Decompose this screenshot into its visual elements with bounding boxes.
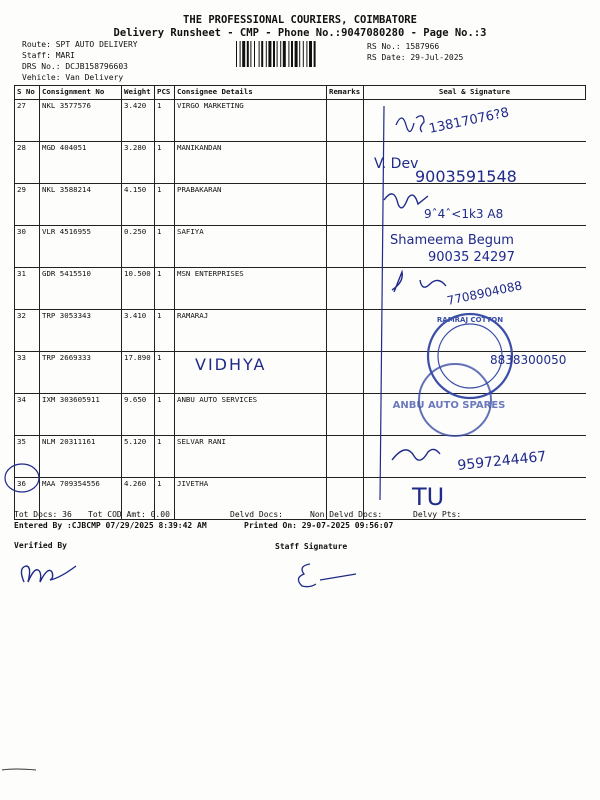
cell-signature xyxy=(364,184,586,226)
cell-weight: 4.260 xyxy=(122,478,155,520)
pen-stroke-mark xyxy=(0,760,40,780)
cell-signature xyxy=(364,226,586,268)
cell-weight: 0.250 xyxy=(122,226,155,268)
handwriting-row27: 13817076?8 xyxy=(427,105,511,137)
col-consignee: Consignee Details xyxy=(175,86,327,100)
seal-top-text: RAMRAJ COTTON xyxy=(436,316,504,324)
cell-remarks xyxy=(327,310,364,352)
cell-signature xyxy=(364,100,586,142)
cell-signature xyxy=(364,142,586,184)
cell-pcs: 1 xyxy=(155,100,175,142)
drs-number: DRS No.: DCJB158796603 xyxy=(22,62,128,71)
cell-consignee: SELVAR RANI xyxy=(175,436,327,478)
verified-by-label: Verified By xyxy=(14,541,67,550)
route-label: Route: SPT AUTO DELIVERY xyxy=(22,40,138,49)
cell-remarks xyxy=(327,268,364,310)
cell-weight: 3.280 xyxy=(122,142,155,184)
cell-signature xyxy=(364,310,586,352)
table-row xyxy=(15,100,586,142)
runsheet-title: Delivery Runsheet - CMP - Phone No.:9047080280 - Page No.:3 xyxy=(113,27,487,39)
handwriting-row33-phone: 8838300050 xyxy=(490,353,567,367)
cell-pcs: 1 xyxy=(155,268,175,310)
cell-consignee: ANBU AUTO SERVICES xyxy=(175,394,327,436)
handwriting-row35-phone: 9597244467 xyxy=(456,448,548,474)
col-consignment: Consignment No xyxy=(40,86,122,100)
cell-consignment: TRP 3053343 xyxy=(40,310,122,352)
cell-consignee: RAMARAJ xyxy=(175,310,327,352)
table-row xyxy=(15,352,586,394)
cell-pcs: 1 xyxy=(155,310,175,352)
cell-remarks xyxy=(327,436,364,478)
cell-weight: 3.420 xyxy=(122,100,155,142)
cell-consignee: JIVETHA xyxy=(175,478,327,520)
handwriting-row28-name: V. Dev xyxy=(374,156,419,172)
cell-weight: 10.500 xyxy=(122,268,155,310)
cell-sno: 27 xyxy=(15,100,40,142)
cell-sno: 29 xyxy=(15,184,40,226)
cell-sno: 31 xyxy=(15,268,40,310)
verified-signature xyxy=(14,552,94,592)
cell-weight: 3.410 xyxy=(122,310,155,352)
cell-weight: 9.650 xyxy=(122,394,155,436)
handwriting-row31: 7708904088 xyxy=(445,278,524,308)
cell-consignment: IXM 303605911 xyxy=(40,394,122,436)
handwriting-row30-phone: 90035 24297 xyxy=(428,250,515,265)
cell-weight: 5.120 xyxy=(122,436,155,478)
table-row xyxy=(15,394,586,436)
handwriting-row30-name: Shameema Begum xyxy=(390,233,514,248)
cell-consignment: NLM 20311161 xyxy=(40,436,122,478)
cell-consignment: NKL 3577576 xyxy=(40,100,122,142)
cell-remarks xyxy=(327,394,364,436)
cell-consignment: VLR 4516955 xyxy=(40,226,122,268)
cell-consignee: PRABAKARAN xyxy=(175,184,327,226)
cell-sno: 33 xyxy=(15,352,40,394)
cell-consignee: SAFIYA xyxy=(175,226,327,268)
table-row xyxy=(15,310,586,352)
cell-pcs: 1 xyxy=(155,436,175,478)
handwriting-row36: TU xyxy=(412,483,445,511)
table-row xyxy=(15,142,586,184)
cell-weight: 17.890 xyxy=(122,352,155,394)
printed-on: Printed On: 29-07-2025 09:56:07 xyxy=(244,521,394,530)
cell-consignment: MAA 709354556 xyxy=(40,478,122,520)
delivery-points: Delvy Pts: xyxy=(413,510,462,519)
cell-signature xyxy=(364,352,586,394)
table-row xyxy=(15,184,586,226)
table-row xyxy=(15,226,586,268)
handwriting-row33-consignee: VIDHYA xyxy=(195,355,267,374)
staff-signature xyxy=(290,558,360,590)
cell-signature xyxy=(364,268,586,310)
cell-consignee: VIRGO MARKETING xyxy=(175,100,327,142)
cell-consignment: MGD 404051 xyxy=(40,142,122,184)
rs-number: RS No.: 1587966 xyxy=(367,42,440,51)
cell-sno: 35 xyxy=(15,436,40,478)
delivered-docs: Delvd Docs: xyxy=(230,510,283,519)
cell-sno: 30 xyxy=(15,226,40,268)
cell-remarks xyxy=(327,184,364,226)
col-sno: S No xyxy=(15,86,40,100)
cell-remarks xyxy=(327,142,364,184)
entered-by: Entered By :CJBCMP 07/29/2025 8:39:42 AM xyxy=(14,521,207,530)
non-delivered-docs: Non Delvd Docs: xyxy=(310,510,383,519)
cell-sno: 36 xyxy=(15,478,40,520)
company-name: THE PROFESSIONAL COURIERS, COIMBATORE xyxy=(183,14,417,26)
table-row xyxy=(15,436,586,478)
cell-pcs: 1 xyxy=(155,142,175,184)
cell-remarks xyxy=(327,100,364,142)
cell-remarks xyxy=(327,352,364,394)
cell-signature xyxy=(364,394,586,436)
vehicle-label: Vehicle: Van Delivery xyxy=(22,73,124,82)
cell-consignment: GDR 5415510 xyxy=(40,268,122,310)
cell-signature xyxy=(364,436,586,478)
handwriting-row28-phone: 9003591548 xyxy=(415,167,517,186)
total-cod: Tot COD Amt: 0.00 xyxy=(88,510,170,519)
cell-sno: 34 xyxy=(15,394,40,436)
cell-pcs: 1 xyxy=(155,394,175,436)
cell-signature xyxy=(364,478,586,520)
col-seal-signature: Seal & Signature xyxy=(364,86,586,100)
barcode xyxy=(236,41,358,67)
table-header-row xyxy=(15,86,586,100)
cell-pcs: 1 xyxy=(155,226,175,268)
rs-date: RS Date: 29-Jul-2025 xyxy=(367,53,464,62)
col-remarks: Remarks xyxy=(327,86,364,100)
staff-signature-label: Staff Signature xyxy=(275,542,348,551)
cell-consignee: MSN ENTERPRISES xyxy=(175,268,327,310)
handwriting-row29: 9ˆ4ˆ<1k3 A8 xyxy=(424,207,504,221)
seal-bottom-text: ANBU AUTO SPARES xyxy=(392,400,506,411)
cell-pcs: 1 xyxy=(155,352,175,394)
cell-weight: 4.150 xyxy=(122,184,155,226)
cell-consignment: NKL 3588214 xyxy=(40,184,122,226)
cell-sno: 28 xyxy=(15,142,40,184)
cell-pcs: 1 xyxy=(155,478,175,520)
runsheet-table xyxy=(14,85,586,520)
cell-remarks xyxy=(327,226,364,268)
cell-consignee xyxy=(175,352,327,394)
cell-consignment: TRP 2669333 xyxy=(40,352,122,394)
col-weight: Weight xyxy=(122,86,155,100)
cell-sno: 32 xyxy=(15,310,40,352)
total-docs: Tot Docs: 36 xyxy=(14,510,72,519)
cell-consignee: MANIKANDAN xyxy=(175,142,327,184)
staff-label: Staff: MARI xyxy=(22,51,75,60)
cell-pcs: 1 xyxy=(155,184,175,226)
col-pcs: PCS xyxy=(155,86,175,100)
table-row xyxy=(15,268,586,310)
